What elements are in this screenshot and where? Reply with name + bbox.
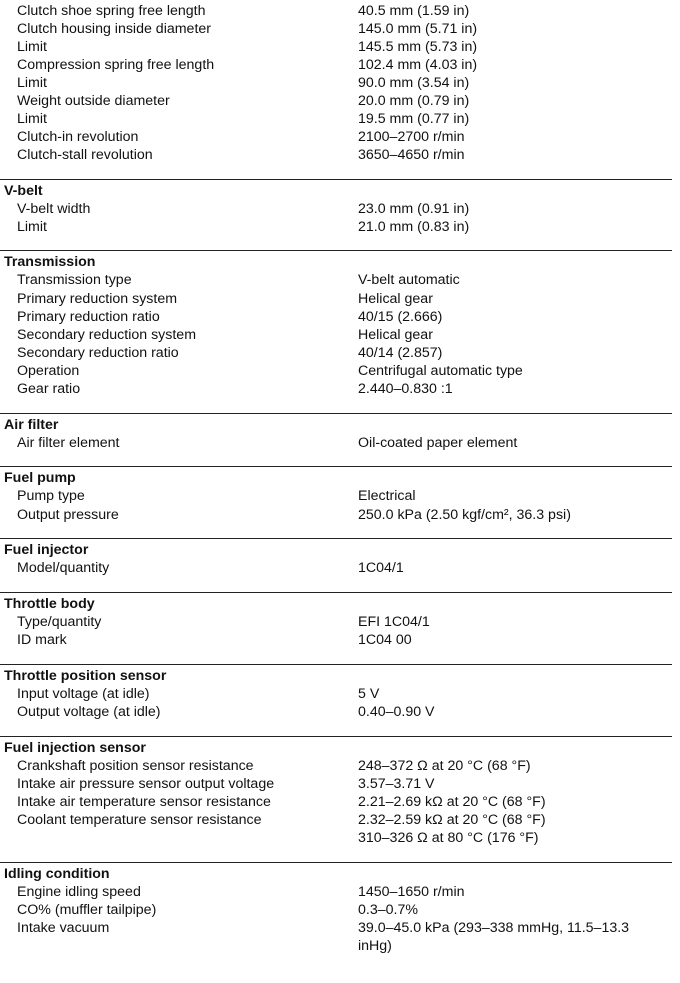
spec-row [0,308,672,326]
spec-label: Primary reduction ratio [17,309,160,325]
section-divider [0,250,672,251]
spec-row [0,74,672,92]
spec-row [0,829,672,847]
spec-label: Pump type [17,488,85,504]
spec-row [0,110,672,128]
spec-row [0,38,672,56]
spec-label: Clutch-in revolution [17,129,139,145]
spec-value: Electrical [358,488,416,504]
spec-value: 19.5 mm (0.77 in) [358,111,470,127]
spec-label: Clutch-stall revolution [17,147,153,163]
spec-label: Clutch shoe spring free length [17,3,206,19]
spec-label: V-belt width [17,201,91,217]
spec-row [0,434,672,452]
spec-value: 40/15 (2.666) [358,309,443,325]
spec-label: Air filter element [17,435,120,451]
spec-row [0,380,672,398]
spec-value: 3650–4650 r/min [358,147,465,163]
spec-label: Limit [17,39,47,55]
spec-value: 0.3–0.7% [358,902,418,918]
spec-row [0,703,672,721]
section-heading-transmission: Transmission [4,254,96,270]
spec-row [0,146,672,164]
spec-value: 20.0 mm (0.79 in) [358,93,470,109]
spec-value: Helical gear [358,291,433,307]
section-heading-throttle-position-sensor: Throttle position sensor [4,668,167,684]
spec-value: Oil-coated paper element [358,435,518,451]
spec-row [0,344,672,362]
spec-value: 145.5 mm (5.73 in) [358,39,478,55]
section-divider [0,862,672,863]
spec-label: Input voltage (at idle) [17,686,150,702]
spec-row [0,290,672,308]
spec-row [0,487,672,505]
spec-label: Crankshaft position sensor resistance [17,758,254,774]
spec-value: 0.40–0.90 V [358,704,435,720]
spec-label: Limit [17,111,47,127]
section-heading-fuel-injector: Fuel injector [4,542,89,558]
section-divider [0,466,672,467]
spec-value: 102.4 mm (4.03 in) [358,57,478,73]
spec-label: Compression spring free length [17,57,215,73]
section-divider [0,592,672,593]
section-divider [0,664,672,665]
spec-value: 90.0 mm (3.54 in) [358,75,470,91]
spec-value: 2100–2700 r/min [358,129,465,145]
spec-label: Primary reduction system [17,291,178,307]
section-heading-throttle-body: Throttle body [4,596,95,612]
spec-value: 250.0 kPa (2.50 kgf/cm², 36.3 psi) [358,507,571,523]
spec-label: Coolant temperature sensor resistance [17,812,262,828]
section-divider [0,413,672,414]
section-heading-fuel-injection-sensor: Fuel injection sensor [4,740,146,756]
section-heading-fuel-pump: Fuel pump [4,470,76,486]
spec-value: 21.0 mm (0.83 in) [358,219,470,235]
section-divider [0,538,672,539]
spec-value: 40/14 (2.857) [358,345,443,361]
spec-value: 5 V [358,686,380,702]
spec-row [0,56,672,74]
spec-label: CO% (muffler tailpipe) [17,902,157,918]
spec-label: Intake air temperature sensor resistance [17,794,271,810]
spec-label: Type/quantity [17,614,102,630]
spec-value: 248–372 Ω at 20 °C (68 °F) [358,758,531,774]
spec-row [0,92,672,110]
section-heading-air-filter: Air filter [4,417,59,433]
spec-row [0,362,672,380]
spec-label: Output voltage (at idle) [17,704,161,720]
spec-row [0,757,672,775]
spec-row [0,200,672,218]
spec-row [0,775,672,793]
spec-row [0,883,672,901]
spec-value: Helical gear [358,327,433,343]
spec-row [0,613,672,631]
spec-value: 23.0 mm (0.91 in) [358,201,470,217]
section-heading-vbelt: V-belt [4,183,43,199]
spec-value: 1C04/1 [358,560,404,576]
spec-row [0,20,672,38]
spec-label: ID mark [17,632,67,648]
spec-row [0,811,672,829]
spec-value: 145.0 mm (5.71 in) [358,21,478,37]
spec-label: Transmission type [17,272,132,288]
spec-value: 2.440–0.830 :1 [358,381,453,397]
spec-label: Limit [17,219,47,235]
spec-row [0,685,672,703]
spec-label: Clutch housing inside diameter [17,21,212,37]
spec-label: Secondary reduction ratio [17,345,179,361]
spec-label: Output pressure [17,507,119,523]
spec-label: Weight outside diameter [17,93,170,109]
spec-label: Secondary reduction system [17,327,197,343]
spec-label: Intake vacuum [17,920,110,936]
spec-label: Engine idling speed [17,884,141,900]
spec-row [0,559,672,577]
spec-row [0,128,672,146]
spec-row [0,218,672,236]
spec-value: 310–326 Ω at 80 °C (176 °F) [358,830,539,846]
spec-value: 40.5 mm (1.59 in) [358,3,470,19]
section-divider [0,736,672,737]
spec-label: Limit [17,75,47,91]
spec-value: EFI 1C04/1 [358,614,430,630]
spec-row [0,271,672,289]
spec-value: 3.57–3.71 V [358,776,435,792]
spec-label: Operation [17,363,80,379]
spec-label: Gear ratio [17,381,81,397]
spec-row [0,326,672,344]
spec-row [0,506,672,524]
spec-row [0,793,672,811]
spec-value: 1C04 00 [358,632,412,648]
spec-row [0,631,672,649]
spec-value-wrapped: 39.0–45.0 kPa (293–338 mmHg, 11.5–13.3 inHg) [358,920,630,954]
spec-value: V-belt automatic [358,272,460,288]
spec-value: 1450–1650 r/min [358,884,465,900]
spec-row [0,2,672,20]
spec-value: Centrifugal automatic type [358,363,523,379]
section-heading-idling-condition: Idling condition [4,866,110,882]
spec-row [0,901,672,919]
spec-value: 2.32–2.59 kΩ at 20 °C (68 °F) [358,812,546,828]
spec-value: 2.21–2.69 kΩ at 20 °C (68 °F) [358,794,546,810]
spec-label: Model/quantity [17,560,110,576]
spec-label: Intake air pressure sensor output voltage [17,776,275,792]
section-divider [0,179,672,180]
